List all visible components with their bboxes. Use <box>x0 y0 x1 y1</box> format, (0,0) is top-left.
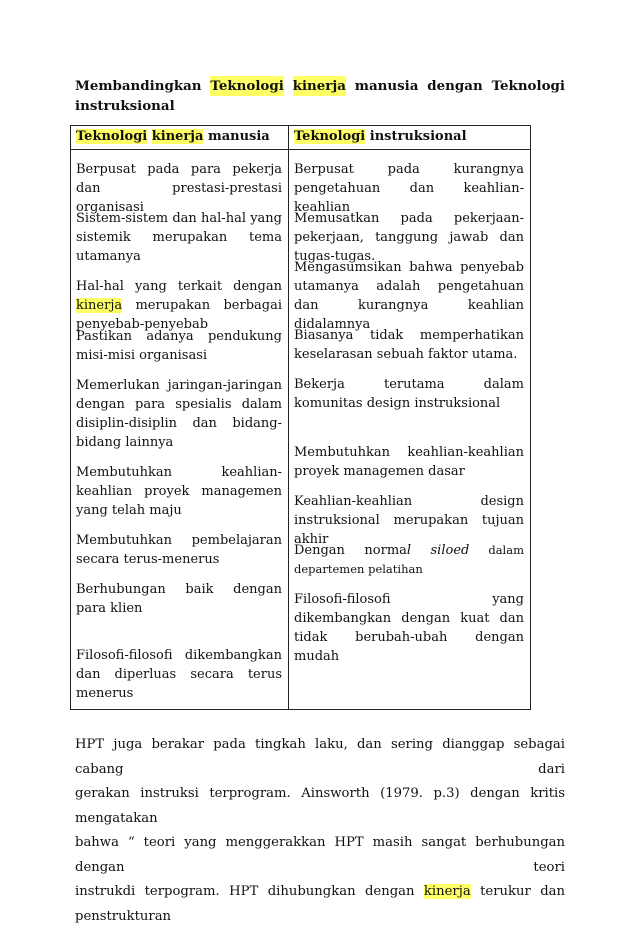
item-text: Hal-hal yang terkait dengan <box>76 279 282 294</box>
paragraph-line: bahwa “ teori yang menggerakkan HPT masih sangat berhubungan dengan teori <box>75 835 565 875</box>
table-header-row <box>71 126 531 150</box>
list-item: Mengasumsikan bahwa penyebab utamanya adalah pengetahuan dan kurangnya keahlian didalamnya <box>294 260 524 332</box>
column-header-instructional <box>289 126 531 150</box>
heading-word: Membandingkan <box>75 78 202 94</box>
list-item: Berhubungan baik dengan para klien <box>76 582 282 616</box>
list-item <box>76 277 282 332</box>
highlighted-word: Teknologi <box>294 129 366 144</box>
left-column-cell <box>71 150 289 710</box>
list-item: Membutuhkan keahlian-keahlian proyek managemen yang telah maju <box>76 465 282 518</box>
comparison-table <box>70 125 531 710</box>
section-heading <box>75 76 565 116</box>
highlighted-word: kinerja <box>151 129 204 144</box>
list-item: Berpusat pada kurangnya pengetahuan dan keahlian-keahlian <box>294 162 524 215</box>
list-item: Sistem-sistem dan hal-hal yang sistemik merupakan tema utamanya <box>76 211 282 264</box>
highlighted-word: Teknologi <box>210 78 284 94</box>
table-body-row <box>71 150 531 710</box>
list-item: Memusatkan pada pekerjaan-pekerjaan, tanggung jawab dan tugas-tugas. <box>294 211 524 264</box>
heading-word: manusia <box>354 78 419 94</box>
list-item: Biasanya tidak memperhatikan keselarasan sebuah faktor utama. <box>294 328 524 362</box>
heading-word: Teknologi <box>491 78 565 94</box>
item-text: merupakan berbagai penyebab-penyebab <box>76 298 282 332</box>
item-text: Dengan norma <box>294 543 407 558</box>
highlighted-word: kinerja <box>76 298 123 313</box>
highlighted-word: kinerja <box>423 884 471 899</box>
right-column-cell <box>289 150 531 710</box>
heading-word: dengan <box>427 78 483 94</box>
header-text: instruksional <box>365 129 467 144</box>
paragraph-text: instrukdi terpogram. HPT dihubungkan dengan <box>75 884 424 899</box>
list-item: Filosofi-filosofi dikembangkan dan diperluas secara terus menerus <box>76 648 282 701</box>
highlighted-word: kinerja <box>292 78 346 94</box>
list-item: Berpusat pada para pekerja dan prestasi-prestasi organisasi <box>76 162 282 215</box>
list-item: Membutuhkan pembelajaran secara terus-menerus <box>76 533 282 567</box>
column-header-human-performance <box>71 126 289 150</box>
item-text: dalam departemen pelatihan <box>294 543 524 576</box>
list-item: Memerlukan jaringan-jaringan dengan para spesialis dalam disiplin-disiplin dan bidang-bidang lainnya <box>76 378 282 450</box>
list-item: Membutuhkan keahlian-keahlian proyek managemen dasar <box>294 445 524 479</box>
body-paragraph <box>75 733 565 929</box>
list-item: Bekerja terutama dalam komunitas design instruksional <box>294 377 524 411</box>
list-item: Pastikan adanya pendukung misi-misi organisasi <box>76 329 282 363</box>
italic-text: l siloed <box>406 543 470 558</box>
paragraph-line <box>75 880 565 929</box>
paragraph-line: HPT juga berakar pada tingkah laku, dan sering dianggap sebagai cabang dari <box>75 737 565 777</box>
heading-line-1 <box>75 76 565 96</box>
paragraph-text: terukur dan penstrukturan <box>75 884 565 924</box>
heading-line-2: instruksional <box>75 98 175 114</box>
list-item <box>294 541 524 579</box>
header-text: manusia <box>203 129 270 144</box>
list-item: Filosofi-filosofi yang dikembangkan dengan kuat dan tidak berubah-ubah dengan mudah <box>294 592 524 664</box>
paragraph-line: gerakan instruksi terprogram. Ainsworth (1979. p.3) dengan kritis mengatakan <box>75 786 565 826</box>
highlighted-word: Teknologi <box>76 129 148 144</box>
list-item: Keahlian-keahlian design instruksional merupakan tujuan akhir <box>294 494 524 547</box>
